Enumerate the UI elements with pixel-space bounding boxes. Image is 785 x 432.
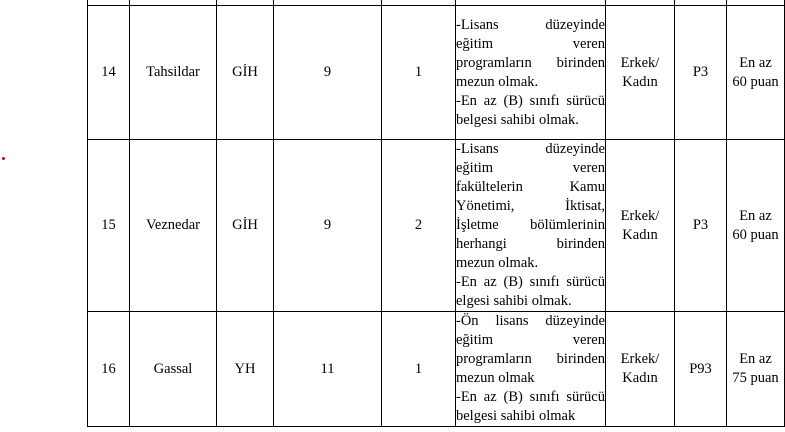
requirement-line: eğitim veren: [456, 160, 605, 176]
requirement-line: mezun olmak: [456, 370, 535, 386]
gender-line: Kadın: [622, 73, 658, 90]
table-row: [88, 312, 785, 427]
staff-positions-table: [87, 0, 785, 427]
row-number: 14: [88, 6, 130, 140]
requirement-line: İşletme bölümlerinin: [456, 217, 605, 233]
requirements-cell: [456, 6, 606, 140]
requirement-line: belgesi sahibi olmak.: [456, 111, 579, 128]
requirement-line: fakültelerin Kamu: [456, 179, 605, 195]
gender-cell: [606, 312, 675, 427]
requirement-line: programların birinden: [456, 351, 605, 367]
requirement-line: -Lisans düzeyinde: [456, 16, 605, 33]
gender-line: Erkek/: [620, 207, 660, 224]
min-score-cell: [727, 312, 785, 427]
position-count: 1: [382, 312, 456, 427]
position-count: 2: [382, 140, 456, 312]
requirement-line: -Ön lisans düzeyinde: [456, 313, 605, 329]
requirements-cell: [456, 140, 606, 312]
requirement-line: belgesi sahibi olmak: [456, 408, 576, 424]
min-score-line: En az: [739, 54, 772, 71]
gender-line: Kadın: [622, 226, 658, 243]
min-score-cell: [727, 140, 785, 312]
min-score-cell: [727, 6, 785, 140]
requirement-line: mezun olmak.: [456, 73, 539, 90]
requirement-line: -En az (B) sınıfı sürücü: [456, 274, 605, 290]
requirement-line: Yönetimi, İktisat,: [456, 198, 605, 214]
table-row: [88, 6, 785, 140]
min-score-line: En az: [739, 351, 772, 367]
gender-line: Erkek/: [620, 54, 660, 71]
requirement-line: -Lisans düzeyinde: [456, 141, 605, 157]
score-type: P3: [675, 140, 727, 312]
requirement-line: elgesi sahibi olmak.: [456, 293, 572, 309]
gender-cell: [606, 140, 675, 312]
min-score-line: 60 puan: [732, 226, 779, 243]
requirement-line: eğitim veren: [456, 332, 605, 348]
gender-line: Erkek/: [620, 351, 660, 367]
score-type: P3: [675, 6, 727, 140]
grade: 9: [274, 6, 382, 140]
requirement-line: -En az (B) sınıfı sürücü: [456, 92, 605, 109]
position-title: Tahsildar: [130, 6, 217, 140]
margin-marker-dot: [2, 157, 5, 160]
min-score-line: 75 puan: [732, 370, 779, 386]
requirements-cell: [456, 312, 606, 427]
position-title: Gassal: [130, 312, 217, 427]
table-row: [88, 140, 785, 312]
grade: 11: [274, 312, 382, 427]
min-score-line: En az: [739, 207, 772, 224]
requirement-line: herhangi birinden: [456, 236, 605, 252]
service-class: GİH: [217, 140, 274, 312]
gender-cell: [606, 6, 675, 140]
position-count: 1: [382, 6, 456, 140]
service-class: GİH: [217, 6, 274, 140]
min-score-line: 60 puan: [732, 73, 779, 90]
position-title: Veznedar: [130, 140, 217, 312]
gender-line: Kadın: [622, 370, 658, 386]
requirement-line: eğitim veren: [456, 35, 605, 52]
row-number: 15: [88, 140, 130, 312]
grade: 9: [274, 140, 382, 312]
row-number: 16: [88, 312, 130, 427]
score-type: P93: [675, 312, 727, 427]
requirement-line: programların birinden: [456, 54, 605, 71]
service-class: YH: [217, 312, 274, 427]
requirement-line: -En az (B) sınıfı sürücü: [456, 389, 605, 405]
requirement-line: mezun olmak.: [456, 255, 539, 271]
